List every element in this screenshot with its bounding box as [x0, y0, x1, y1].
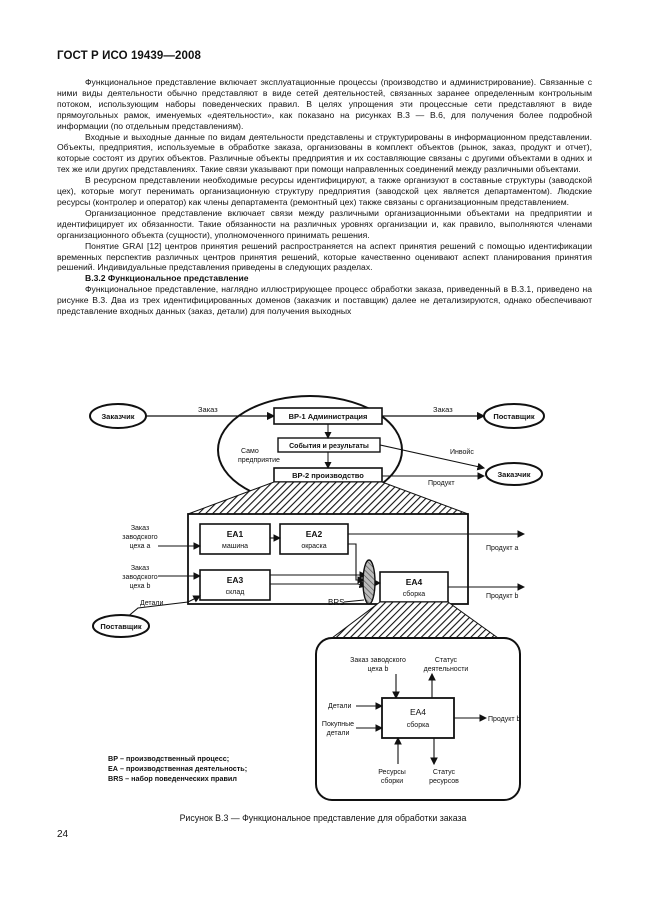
- section-heading: В.3.2 Функциональное представление: [85, 273, 249, 284]
- detail-ea4-sub: сборка: [406, 722, 430, 729]
- product-b-label: Продукт b: [486, 593, 519, 600]
- detail-res-status-label-1: Статус: [432, 769, 456, 776]
- page-number: 24: [57, 829, 69, 840]
- legend-line-1: ВР – производственный процесс;: [108, 754, 230, 763]
- order-a-label-2: заводского: [122, 534, 158, 541]
- invoice-label: Инвойс: [450, 449, 474, 456]
- order-b-label-3: цеха b: [129, 583, 151, 590]
- detail-status-label-2: деятельности: [423, 666, 469, 673]
- events-label: События и результаты: [289, 443, 369, 450]
- functional-view-diagram: [88, 390, 558, 810]
- order-b-label-1: Заказ: [130, 565, 150, 572]
- paragraph-organizational: Организационное представление включает связи между различными организационными объектами на предприятии и идентифицирует их обязанности. Такие обязанности на различных уровнях организации и, как правило, выполняются членами организационного объекта (сущности), уполномоченного принимать решения.: [57, 207, 592, 240]
- product-label: Продукт: [428, 480, 455, 487]
- customer-left-label: Заказчик: [101, 412, 135, 421]
- detail-res-status-label-2: ресурсов: [429, 778, 459, 785]
- detail-resources-label-2: сборки: [380, 778, 404, 785]
- detail-product-b-label: Продукт b: [488, 716, 521, 723]
- ea4-sub: сборка: [402, 591, 426, 598]
- product-a-label: Продукт а: [486, 545, 519, 552]
- document-header: ГОСТ Р ИСО 19439—2008: [57, 50, 202, 62]
- detail-bought-label-1: Покупные: [321, 721, 355, 728]
- detail-ea4-box: [382, 698, 454, 738]
- legend-line-2: ЕА – производственная деятельность;: [108, 764, 248, 773]
- paragraph-functional: Функциональное представление включает эксплуатационные процессы (производство и администрирование). Связанные с ними виды деятельности обычно представляют в виде сетей деятельностей, связанных заранее определенным контрольным потоком, использующим наборы поведенческих правил. В целях упрощения эти процессные сети представляют в виде прямоугольных рамок, именуемых «деятельности», как показано на рисунках В.3 — В.6, для получения более подробной информации (по отдельным представлениям).: [57, 77, 592, 131]
- ea2-title: ЕА2: [305, 529, 323, 539]
- brs-label: BRS: [328, 598, 345, 607]
- body-text: [57, 77, 592, 317]
- paragraph-resource: В ресурсном представлении необходимые ресурсы идентифицируют, а также организуют в составные структуры (заводской цех), которые могут перенимать организационную структуру предприятия (заводской цех является департаментом). Людские ресурсы (контролер и оператор) как члены департамента (ремонтный цех) также связаны с организационным представлением.: [57, 175, 592, 207]
- order-a-label-3: цеха а: [129, 543, 151, 550]
- brs-node: [363, 560, 375, 604]
- ea1-sub: машина: [222, 543, 248, 550]
- legend-line-3: BRS – набор поведенческих правил: [108, 774, 237, 783]
- detail-parts-label: Детали: [328, 703, 352, 710]
- detail-status-label-1: Статус: [434, 657, 458, 664]
- order-left-label: Заказ: [198, 405, 218, 414]
- order-b-label-2: заводского: [122, 574, 158, 581]
- ea3-title: ЕА3: [226, 575, 244, 585]
- detail-order-label-2: цеха b: [367, 666, 389, 673]
- paragraph-information: Входные и выходные данные по видам деятельности представлены и структурированы в информационном представлении. Объекты, предприятия, используемые в обработке заказа, организованы в комплект объектов (рынок, заказ, продукт и отчет), которые состоят из других объектов. Различные объекты предприятия и их составляющие связаны с другими объектами в одних и тех же или других представлениях. Такие связи указывают при помощи направленных соединений между различными объектами.: [57, 131, 592, 175]
- ea1-title: ЕА1: [226, 529, 244, 539]
- own-enterprise-label-1: Само: [241, 448, 259, 455]
- paragraph-grai: Понятие GRAI [12] центров принятия решений распространяется на аспект принятия решений с помощью идентификации временных перспектив различных центров принятия решений, которые качественно оценивают аспект планирования принятия решений. Индивидуальные представления приведены в следующих разделах.: [57, 240, 592, 273]
- customer-right-label: Заказчик: [497, 470, 531, 479]
- figure-caption: Рисунок В.3 — Функциональное представление для обработки заказа: [179, 813, 467, 823]
- order-a-label-1: Заказ: [130, 525, 150, 532]
- ea2-sub: окраска: [301, 543, 327, 550]
- supplier-label: Поставщик: [100, 622, 142, 631]
- paragraph-functional-view: Функциональное представление, наглядно иллюстрирующее процесс обработки заказа, приведенный в В.3.1, приведено на рисунке В.3. Два из трех идентифицированных доменов (заказчик и поставщик) далее не детализируются, однако обеспечивают представление входных данных (заказ, детали) для получения выходных: [57, 284, 592, 317]
- supplier-right-label: Поставщик: [493, 412, 535, 421]
- bp1-label: ВР-1 Администрация: [288, 412, 368, 421]
- detail-order-label-1: Заказ заводского: [350, 657, 406, 664]
- expansion-hatch-top: [188, 482, 468, 514]
- ea4-title: ЕА4: [405, 577, 423, 587]
- parts-label: Детали: [140, 600, 164, 607]
- bp2-label: ВР-2 производство: [292, 471, 364, 480]
- detail-bought-label-2: детали: [326, 730, 350, 737]
- detail-ea4-title: ЕА4: [409, 707, 427, 717]
- detail-resources-label-1: Ресурсы: [378, 769, 406, 776]
- figure-b3: [88, 390, 558, 810]
- ea3-sub: склад: [225, 589, 245, 596]
- order-right-label: Заказ: [433, 405, 453, 414]
- expansion-hatch-bottom: [332, 602, 498, 638]
- own-enterprise-label-2: предприятие: [238, 457, 280, 464]
